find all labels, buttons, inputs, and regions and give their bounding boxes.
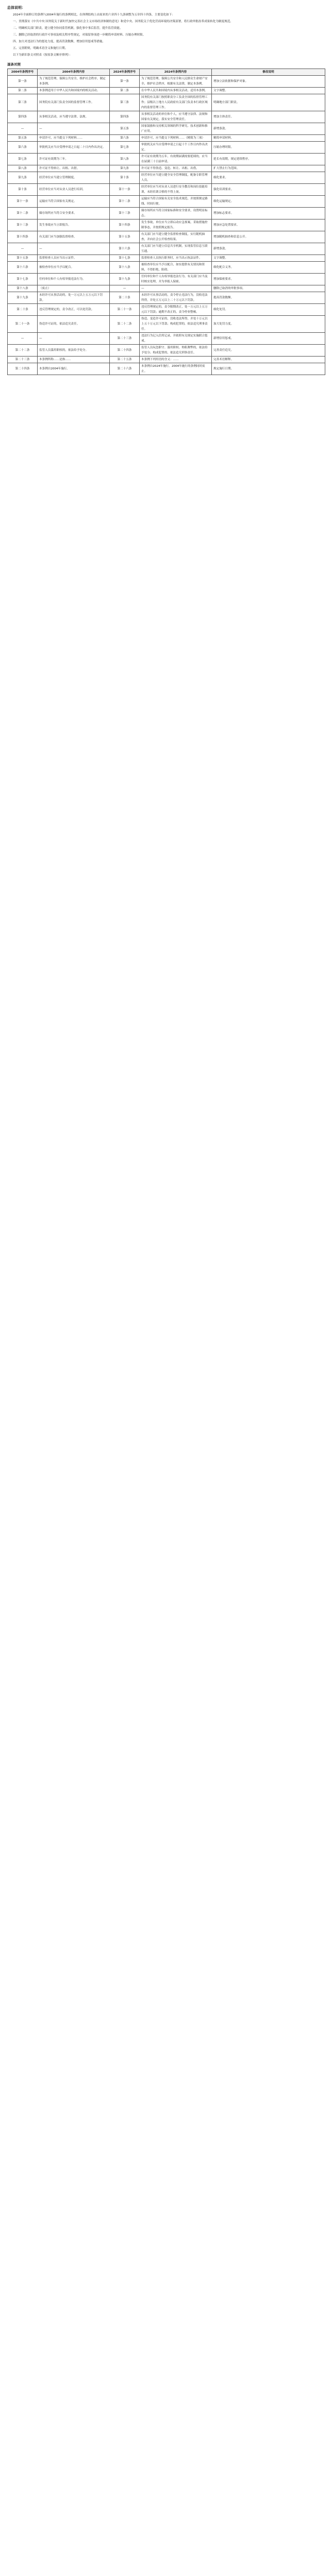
old-content-cell: 有关部门应当加强监督检查。 bbox=[38, 231, 110, 243]
new-number-cell: 第二十二条 bbox=[110, 316, 140, 333]
old-number-cell: 第一条 bbox=[8, 76, 38, 88]
new-number-cell: 第十九条 bbox=[110, 274, 140, 285]
old-number-cell: 第十三条 bbox=[8, 219, 38, 231]
old-content-cell: — bbox=[38, 243, 110, 255]
notes-cell: 增加保密要求。 bbox=[212, 274, 325, 285]
new-content-cell: 经营单位应当对从业人员进行安全教育和岗位技能培训，未经培训合格的不得上岗。 bbox=[140, 184, 212, 196]
table-row bbox=[8, 88, 325, 94]
old-number-cell: — bbox=[8, 243, 38, 255]
old-content-cell: 监督检查人员应当出示证件。 bbox=[38, 255, 110, 262]
new-content-cell: 许可证不得伪造、变造、转让、出租、出借。 bbox=[140, 165, 212, 172]
new-number-cell: 第二十四条 bbox=[110, 345, 140, 357]
notes-cell: 新增条款。 bbox=[212, 243, 325, 255]
old-number-cell: 第十条 bbox=[8, 184, 38, 196]
new-content-cell: 被检查单位应当予以配合，如实提供有关情况和资料，不得拒绝、阻碍。 bbox=[140, 262, 212, 274]
old-number-cell: 第九条 bbox=[8, 172, 38, 184]
new-content-cell: 申请许可，应当提交下列材料……（精简为三项） bbox=[140, 135, 212, 142]
old-content-cell: 许可证有效期为三年。 bbox=[38, 154, 110, 165]
header-old-number: 2004年条例序号 bbox=[8, 69, 38, 76]
new-content-cell: 监管人员玩忽职守、滥用职权、徇私舞弊的，依法给予处分；构成犯罪的，依法追究刑事责任。 bbox=[140, 345, 212, 357]
new-content-cell: 本条例下列用语的含义：…… bbox=[140, 357, 212, 363]
table-row bbox=[8, 111, 325, 123]
new-number-cell: — bbox=[110, 285, 140, 292]
old-number-cell: 第六条 bbox=[8, 142, 38, 154]
table-row bbox=[8, 208, 325, 219]
old-number-cell: 第十四条 bbox=[8, 231, 38, 243]
old-content-cell: 储存场所应当符合安全要求。 bbox=[38, 208, 110, 219]
old-number-cell: 第二十一条 bbox=[8, 316, 38, 333]
old-content-cell: 未经许可从事活动的，处一万元以上五万元以下罚款。 bbox=[38, 292, 110, 304]
new-number-cell: 第九条 bbox=[110, 165, 140, 172]
new-content-cell: 违反管理规定的，责令限期改正，处一万元以上五万元以下罚款；逾期不改正的，责令停业整顿。 bbox=[140, 304, 212, 316]
old-content-cell: 发生事故应当立即报告。 bbox=[38, 219, 110, 231]
new-content-cell: 伪造、变造许可证的，没收违法所得，并处十万元以上五十万元以下罚款；构成犯罪的，依法追究刑事责任。 bbox=[140, 316, 212, 333]
new-content-cell: 未经许可从事活动的，责令停止违法行为，没收违法所得，并处五万元以上二十万元以下罚款。 bbox=[140, 292, 212, 304]
new-number-cell: 第二十五条 bbox=[110, 357, 140, 363]
notes-cell: 细化运输规定。 bbox=[212, 196, 325, 208]
old-number-cell: 第十五条 bbox=[8, 255, 38, 262]
old-content-cell: 申请许可，应当提交下列材料…… bbox=[38, 135, 110, 142]
old-content-cell: 经营单位应当对从业人员进行培训。 bbox=[38, 184, 110, 196]
new-number-cell: 第一条 bbox=[110, 76, 140, 88]
old-content-cell: 审批机关应当自受理申请之日起二十日内作出决定。 bbox=[38, 142, 110, 154]
table-row bbox=[8, 76, 325, 88]
old-content-cell: 任何单位和个人有权举报违法行为。 bbox=[38, 274, 110, 285]
old-content-cell: 从事相关活动，应当遵守法律、法规。 bbox=[38, 111, 110, 123]
old-content-cell: — bbox=[38, 333, 110, 345]
new-number-cell: 第十三条 bbox=[110, 208, 140, 219]
table-row bbox=[8, 285, 325, 292]
notes-cell: 删除已取消的审批事项。 bbox=[212, 285, 325, 292]
new-content-cell: 为了规范管理，保障公共安全和人民群众生命财产安全，维护社会秩序，根据有关法律，制定本条例。 bbox=[140, 76, 212, 88]
table-row bbox=[8, 196, 325, 208]
new-number-cell: 第十五条 bbox=[110, 231, 140, 243]
new-content-cell: 任何单位和个人有权举报违法行为。有关部门应当及时核实处理，并为举报人保密。 bbox=[140, 274, 212, 285]
notes-cell: 文字调整。 bbox=[212, 88, 325, 94]
notes-cell: 规定施行日期。 bbox=[212, 363, 325, 375]
new-number-cell: 第二十三条 bbox=[110, 333, 140, 345]
old-number-cell: 第十八条 bbox=[8, 285, 38, 292]
old-number-cell: 第八条 bbox=[8, 165, 38, 172]
notes-cell: 细化处罚。 bbox=[212, 304, 325, 316]
new-content-cell: 运输应当符合国家有关安全技术规范，并按照规定路线、时间行驶。 bbox=[140, 196, 212, 208]
notes-cell: 细化要求。 bbox=[212, 172, 325, 184]
table-title: 逐条对照 bbox=[7, 62, 21, 66]
notes-cell: 增加立法依据和保护对象。 bbox=[212, 76, 325, 88]
old-number-cell: 第十九条 bbox=[8, 292, 38, 304]
new-content-cell: 许可证有效期为五年。有效期届满需要延续的，应当在届满三十日前申请。 bbox=[140, 154, 212, 165]
table-row bbox=[8, 184, 325, 196]
table-row bbox=[8, 94, 325, 111]
table-row bbox=[8, 292, 325, 304]
table-row bbox=[8, 255, 325, 262]
old-number-cell: — bbox=[8, 333, 38, 345]
new-number-cell: 第十二条 bbox=[110, 196, 140, 208]
table-row bbox=[8, 123, 325, 135]
notes-cell: 精简申请材料。 bbox=[212, 135, 325, 142]
new-number-cell: 第十八条 bbox=[110, 262, 140, 274]
table-row bbox=[8, 316, 325, 333]
notes-cell: 压缩办理时限。 bbox=[212, 142, 325, 154]
table-row bbox=[8, 363, 325, 375]
table-row bbox=[8, 243, 325, 255]
old-content-cell: 伪造许可证的，依法追究责任。 bbox=[38, 316, 110, 333]
new-content-cell: 发生事故，单位应当立即启动应急预案，采取措施控制事态，并按照规定报告。 bbox=[140, 219, 212, 231]
intro-paragraph: 一、贯彻落实《中共中央 国务院关于新时代加快完善社会主义市场经济体制的意见》和党中央、国务院关于优化营商环境的决策部署，将行政审批改革成果转化为制度规范。 bbox=[13, 20, 233, 23]
old-number-cell: 第二十条 bbox=[8, 304, 38, 316]
old-number-cell: 第四条 bbox=[8, 111, 38, 123]
header-old-content: 2004年条例内容 bbox=[38, 69, 110, 76]
notes-cell: 强化培训要求。 bbox=[212, 184, 325, 196]
new-content-cell: 违法行为记入信用记录，并依照有关规定实施联合惩戒。 bbox=[140, 333, 212, 345]
table-row bbox=[8, 345, 325, 357]
new-number-cell: 第十七条 bbox=[110, 255, 140, 262]
new-number-cell: 第四条 bbox=[110, 111, 140, 123]
new-content-cell: 有关部门应当建立健全监督检查制度，实行随机抽查，并向社会公开检查结果。 bbox=[140, 231, 212, 243]
new-number-cell: 第二条 bbox=[110, 88, 140, 94]
notes-cell: 增加标志要求。 bbox=[212, 208, 325, 219]
new-content-cell: 国家鼓励和支持相关领域的科学研究、技术创新和推广应用。 bbox=[140, 123, 212, 135]
new-content-cell: 有关部门应当建立信息共享机制，实现监管信息互联互通。 bbox=[140, 243, 212, 255]
new-content-cell: 国务院有关部门按照职责分工负责全国的监督管理工作；县级以上地方人民政府有关部门负责本行政区域内的监督管理工作。 bbox=[140, 94, 212, 111]
notes-cell: 明确地方部门职责。 bbox=[212, 94, 325, 111]
intro-paragraph: 二、明确相关部门职责，建立健全协同监管机制，强化事中事后监管，提升监管效能。 bbox=[13, 27, 123, 30]
header-new-content: 2024年条例内容 bbox=[140, 69, 212, 76]
notes-cell: 提高罚款数额。 bbox=[212, 292, 325, 304]
old-number-cell: — bbox=[8, 123, 38, 135]
intro-paragraph: 2024年全面修订的条例与2004年施行的条例相比，在体例结构上由原来的六章四十九条调整为五章四十四条，主要变化如下： bbox=[13, 13, 175, 16]
new-content-cell: 从事相关活动的单位和个人，应当遵守法律、法规和国家有关规定，落实安全管理责任。 bbox=[140, 111, 212, 123]
old-number-cell: 第五条 bbox=[8, 135, 38, 142]
new-number-cell: 第十条 bbox=[110, 172, 140, 184]
table-row bbox=[8, 304, 325, 316]
old-number-cell: 第二十三条 bbox=[8, 357, 38, 363]
old-number-cell: 第二十二条 bbox=[8, 345, 38, 357]
intro-paragraph: 五、完善附则，明确术语含义和施行日期。 bbox=[13, 47, 68, 50]
notes-cell: 扩大禁止行为范围。 bbox=[212, 165, 325, 172]
old-content-cell: 监管人员滥用职权的，依法给予处分。 bbox=[38, 345, 110, 357]
table-row bbox=[8, 333, 325, 345]
old-number-cell: 第七条 bbox=[8, 154, 38, 165]
header-new-number: 2024年条例序号 bbox=[110, 69, 140, 76]
notes-cell: 文字调整。 bbox=[212, 255, 325, 262]
comparison-table bbox=[7, 69, 325, 375]
old-content-cell: 违反管理规定的，责令改正，可以处罚款。 bbox=[38, 304, 110, 316]
notes-cell: 完善责任追究。 bbox=[212, 345, 325, 357]
header-notes: 修改说明 bbox=[212, 69, 325, 76]
old-content-cell: — bbox=[38, 123, 110, 135]
new-number-cell: 第十四条 bbox=[110, 219, 140, 231]
new-content-cell: 在中华人民共和国境内从事相关活动，适用本条例。 bbox=[140, 88, 212, 94]
table-row bbox=[8, 231, 325, 243]
old-content-cell: 运输应当符合国家有关规定。 bbox=[38, 196, 110, 208]
new-number-cell: 第七条 bbox=[110, 142, 140, 154]
notes-cell: 新增信用惩戒。 bbox=[212, 333, 325, 345]
notes-cell: 细化配合义务。 bbox=[212, 262, 325, 274]
old-content-cell: 本条例所称……是指…… bbox=[38, 357, 110, 363]
old-number-cell: 第十七条 bbox=[8, 274, 38, 285]
old-content-cell: 为了规范管理，保障公共安全，维护社会秩序，制定本条例。 bbox=[38, 76, 110, 88]
new-content-cell: 审批机关应当自受理申请之日起十个工作日内作出决定。 bbox=[140, 142, 212, 154]
old-content-cell: 本条例适用于中华人民共和国境内的相关活动。 bbox=[38, 88, 110, 94]
old-content-cell: 本条例自2004年施行。 bbox=[38, 363, 110, 375]
new-number-cell: 第八条 bbox=[110, 154, 140, 165]
old-content-cell: 经营单位应当建立管理制度。 bbox=[38, 172, 110, 184]
notes-cell: 完善术语解释。 bbox=[212, 357, 325, 363]
table-body bbox=[8, 76, 325, 375]
notes-cell: 增加应急处置要求。 bbox=[212, 219, 325, 231]
table-row bbox=[8, 135, 325, 142]
old-content-cell: 国务院有关部门负责全国的监督管理工作。 bbox=[38, 94, 110, 111]
new-content-cell: — bbox=[140, 285, 212, 292]
old-content-cell: （废止） bbox=[38, 285, 110, 292]
table-row bbox=[8, 172, 325, 184]
old-content-cell: 被检查单位应当予以配合。 bbox=[38, 262, 110, 274]
notes-cell: 新增条款。 bbox=[212, 123, 325, 135]
old-number-cell: 第二条 bbox=[8, 88, 38, 94]
notes-cell: 增加随机抽查和信息公开。 bbox=[212, 231, 325, 243]
new-content-cell: 储存场所应当符合国家标准和安全要求，设置明显标志。 bbox=[140, 208, 212, 219]
new-number-cell: 第五条 bbox=[110, 123, 140, 135]
intro-paragraph: 三、删除已经取消的行政许可事项及相关程序性规定，对保留事项进一步精简申请材料、压缩办理时限。 bbox=[13, 33, 146, 37]
table-row bbox=[8, 165, 325, 172]
table-row bbox=[8, 154, 325, 165]
table-row bbox=[8, 274, 325, 285]
intro-paragraph: 四、加大对违法行为的惩处力度，提高罚款数额，增加信用惩戒等措施。 bbox=[13, 40, 106, 43]
new-number-cell: 第六条 bbox=[110, 135, 140, 142]
old-content-cell: 许可证不得转让、出租、出借。 bbox=[38, 165, 110, 172]
new-content-cell: 监督检查人员执行职务时，应当出示执法证件。 bbox=[140, 255, 212, 262]
old-number-cell: 第十一条 bbox=[8, 196, 38, 208]
old-number-cell: 第十二条 bbox=[8, 208, 38, 219]
old-number-cell: 第三条 bbox=[8, 94, 38, 111]
old-number-cell: 第十六条 bbox=[8, 262, 38, 274]
notes-cell: 延长有效期，规定延续程序。 bbox=[212, 154, 325, 165]
new-number-cell: 第三条 bbox=[110, 94, 140, 111]
new-number-cell: 第二十一条 bbox=[110, 304, 140, 316]
intro-title: 总体说明： bbox=[7, 6, 25, 10]
new-number-cell: 第十一条 bbox=[110, 184, 140, 196]
notes-cell: 增加主体责任。 bbox=[212, 111, 325, 123]
table-row bbox=[8, 219, 325, 231]
table-row bbox=[8, 142, 325, 154]
intro-note: 以下为新旧条文对照表（按原条文顺序排列）： bbox=[13, 54, 72, 57]
table-header-row bbox=[8, 69, 325, 76]
new-number-cell: 第十六条 bbox=[110, 243, 140, 255]
new-content-cell: 本条例自2024年施行。2004年施行的条例同时废止。 bbox=[140, 363, 212, 375]
old-number-cell: 第二十四条 bbox=[8, 363, 38, 375]
notes-cell: 加大处罚力度。 bbox=[212, 316, 325, 333]
new-number-cell: 第二十六条 bbox=[110, 363, 140, 375]
new-number-cell: 第二十条 bbox=[110, 292, 140, 304]
document bbox=[7, 4, 325, 375]
new-content-cell: 经营单位应当建立健全安全管理制度，配备专职管理人员。 bbox=[140, 172, 212, 184]
table-row bbox=[8, 357, 325, 363]
table-row bbox=[8, 262, 325, 274]
